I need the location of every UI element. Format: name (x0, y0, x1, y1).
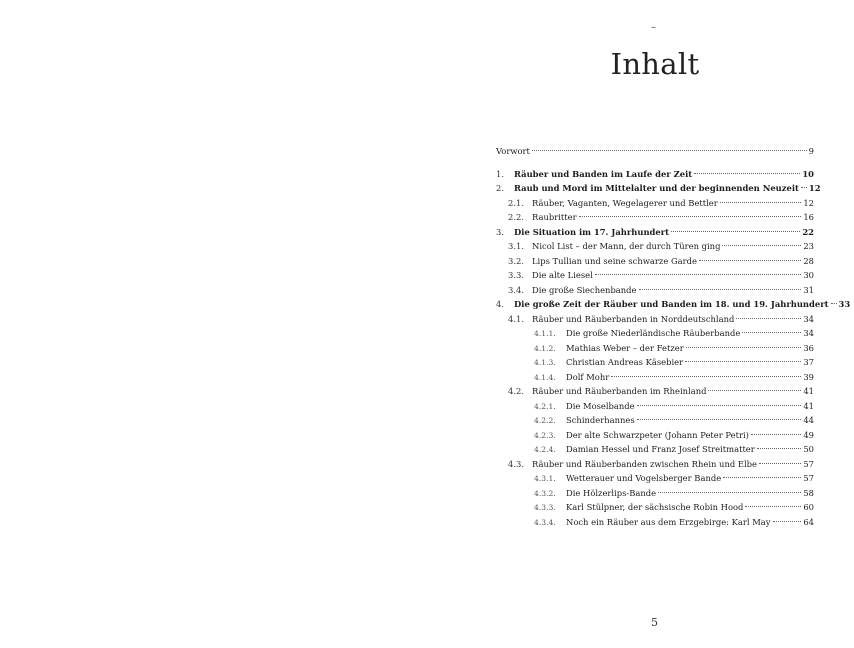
toc-entry-page: 34 (803, 328, 814, 338)
toc-entry-number: 4.3.3. (534, 503, 556, 512)
toc-entry-label: Räuber und Räuberbanden in Norddeutschland (532, 313, 735, 324)
leader-dots (637, 419, 802, 420)
toc-entry (496, 167, 814, 182)
toc-entry-number: 3.1. (508, 241, 524, 251)
toc-entry-page: 22 (802, 226, 814, 237)
toc-entry-page: 10 (802, 168, 814, 179)
toc-entry-number: 4.1.1. (534, 329, 556, 338)
toc-entry-page: 16 (803, 212, 814, 222)
toc-entry-page: 12 (803, 197, 814, 208)
toc-entry-number: 4.3. (508, 458, 524, 469)
leader-dots (759, 463, 801, 464)
toc-entry (496, 355, 814, 370)
toc-entry-label: Die große Zeit der Räuber und Banden im 18. und 19. Jahrhundert (514, 299, 829, 309)
toc-entry-page: 44 (803, 415, 814, 425)
leader-dots (671, 231, 800, 232)
leader-dots (658, 492, 801, 493)
leader-dots (686, 347, 802, 348)
toc-entry-number: 4.3.4. (534, 517, 556, 527)
toc-entry-page: 12 (808, 183, 821, 193)
toc-entry-label: Nicol List – der Mann, der durch Türen ging (532, 241, 721, 251)
toc-entry (496, 312, 814, 327)
toc-entry-page: 39 (803, 371, 814, 382)
leader-dots (801, 187, 807, 188)
toc-entry-number: 3.2. (508, 255, 524, 266)
toc-entry (496, 196, 814, 211)
toc-entry-page: 49 (803, 429, 814, 440)
toc-entry-page: 50 (803, 444, 814, 454)
toc-entry-label: Die Situation im 17. Jahrhundert (514, 226, 670, 237)
toc-entry-label: Raub und Mord im Mittelalter und der beginnenden Neuzeit (514, 183, 799, 193)
toc-entry-page: 34 (803, 313, 814, 324)
toc-entry-page: 37 (803, 357, 814, 367)
toc-entry (496, 181, 821, 196)
toc-entry-label: Die große Siechenbande (532, 284, 637, 295)
toc-entry (496, 457, 814, 472)
toc-entry (496, 210, 814, 225)
toc-entry (496, 471, 814, 486)
leader-dots (831, 303, 837, 304)
toc-entry (496, 384, 814, 399)
toc-entry-label: Karl Stülpner, der sächsische Robin Hood (566, 502, 744, 512)
page-number: 5 (651, 616, 658, 629)
toc-entry-page: 30 (803, 270, 814, 280)
toc-entry-page: 58 (803, 487, 814, 498)
toc-entry-page: 60 (803, 502, 814, 512)
toc-entry-foreword (496, 144, 814, 159)
toc-entry-number: 4.3.1. (534, 474, 556, 483)
toc-entry (496, 500, 814, 515)
toc-entry-number: 2.2. (508, 212, 524, 222)
toc-entry-page: 33 (838, 299, 851, 309)
toc-entry-label: Die Moselbande (566, 400, 635, 411)
toc-entry-label: Vorwort (496, 146, 530, 156)
toc-entry-label: Christian Andreas Käsebier (566, 357, 684, 367)
leader-dots (773, 521, 802, 522)
toc-entry (496, 486, 814, 501)
top-dash-mark: – (651, 22, 656, 33)
toc-entry-number: 4.1. (508, 313, 524, 324)
toc-entry-number: 4.1.3. (534, 358, 556, 367)
toc-entry-number: 4.2.1. (534, 401, 556, 411)
toc-entry (496, 297, 851, 312)
page-title: Inhalt (610, 47, 700, 81)
toc-entry-page: 28 (803, 255, 814, 266)
toc-entry (496, 268, 814, 283)
toc-entry-number: 4.2.3. (534, 430, 556, 440)
toc-entry-label: Räuber und Räuberbanden zwischen Rhein und Elbe (532, 458, 757, 469)
toc-entry-label: Wetterauer und Vogelsberger Bande (566, 473, 722, 483)
toc-entry-number: 4.1.4. (534, 372, 556, 382)
toc-entry-number: 4. (496, 299, 504, 309)
leader-dots (637, 405, 802, 406)
toc-entry-number: 2.1. (508, 197, 524, 208)
spacer (496, 159, 814, 167)
toc-entry (496, 413, 814, 428)
leader-dots (742, 332, 801, 333)
toc-entry-number: 4.2.2. (534, 416, 556, 425)
toc-entry-page: 41 (803, 400, 814, 411)
toc-entry-number: 4.2.4. (534, 445, 556, 454)
leader-dots (751, 434, 801, 435)
toc-entry-page: 9 (808, 146, 814, 156)
toc-entry-label: Räuber und Räuberbanden im Rheinland (532, 386, 707, 396)
toc-entry-number: 3.4. (508, 284, 524, 295)
leader-dots (722, 245, 801, 246)
toc-entry-label: Räuber und Banden im Laufe der Zeit (514, 168, 693, 179)
toc-entry-page: 23 (803, 241, 814, 251)
toc-entry-number: 2. (496, 183, 504, 193)
leader-dots (736, 318, 801, 319)
toc-entry-number: 1. (496, 168, 504, 179)
toc-entry-number: 4.3.2. (534, 488, 556, 498)
toc-entry-label: Mathias Weber – der Fetzer (566, 342, 684, 353)
toc-entry-page: 41 (803, 386, 814, 396)
toc-entry-label: Lips Tullian und seine schwarze Garde (532, 255, 697, 266)
leader-dots (579, 216, 802, 217)
toc-entry-number: 4.1.2. (534, 343, 556, 353)
toc-entry (496, 225, 814, 240)
leader-dots (720, 202, 802, 203)
toc-entry-page: 64 (803, 516, 814, 527)
toc-entry-label: Schinderhannes (566, 415, 635, 425)
leader-dots (694, 173, 800, 174)
toc-entry-number: 4.2. (508, 386, 524, 396)
table-of-contents (496, 144, 851, 529)
toc-entry-page: 36 (803, 342, 814, 353)
toc-entry-page: 57 (803, 473, 814, 483)
toc-entry-label: Damian Hessel und Franz Josef Streitmatter (566, 444, 755, 454)
toc-entry-label: Dolf Mohr (566, 371, 610, 382)
toc-entry-number: 3.3. (508, 270, 524, 280)
toc-entry (496, 326, 814, 341)
toc-entry (496, 370, 814, 385)
toc-entry (496, 239, 814, 254)
toc-entry-label: Der alte Schwarzpeter (Johann Peter Petri) (566, 429, 749, 440)
toc-entry-label: Räuber, Vaganten, Wegelagerer und Bettler (532, 197, 718, 208)
leader-dots (639, 289, 802, 290)
toc-entry-label: Raubritter (532, 212, 577, 222)
leader-dots (723, 477, 801, 478)
leader-dots (532, 150, 807, 151)
leader-dots (699, 260, 801, 261)
toc-entry (496, 515, 814, 530)
leader-dots (611, 376, 801, 377)
toc-entry (496, 399, 814, 414)
toc-entry-label: Noch ein Räuber aus dem Erzgebirge: Karl May (566, 516, 771, 527)
toc-entry (496, 283, 814, 298)
toc-entry (496, 341, 814, 356)
toc-entry-number: 3. (496, 226, 504, 237)
leader-dots (685, 361, 801, 362)
leader-dots (708, 390, 801, 391)
toc-entry-label: Die Hölzerlips-Bande (566, 487, 657, 498)
toc-entry (496, 428, 814, 443)
leader-dots (757, 448, 802, 449)
toc-entry-page: 31 (803, 284, 814, 295)
toc-entry-label: Die große Niederländische Räuberbande (566, 328, 741, 338)
leader-dots (745, 506, 801, 507)
toc-entry (496, 442, 814, 457)
toc-entry (496, 254, 814, 269)
toc-entry-page: 57 (803, 458, 814, 469)
toc-entry-label: Die alte Liesel (532, 270, 593, 280)
leader-dots (595, 274, 802, 275)
